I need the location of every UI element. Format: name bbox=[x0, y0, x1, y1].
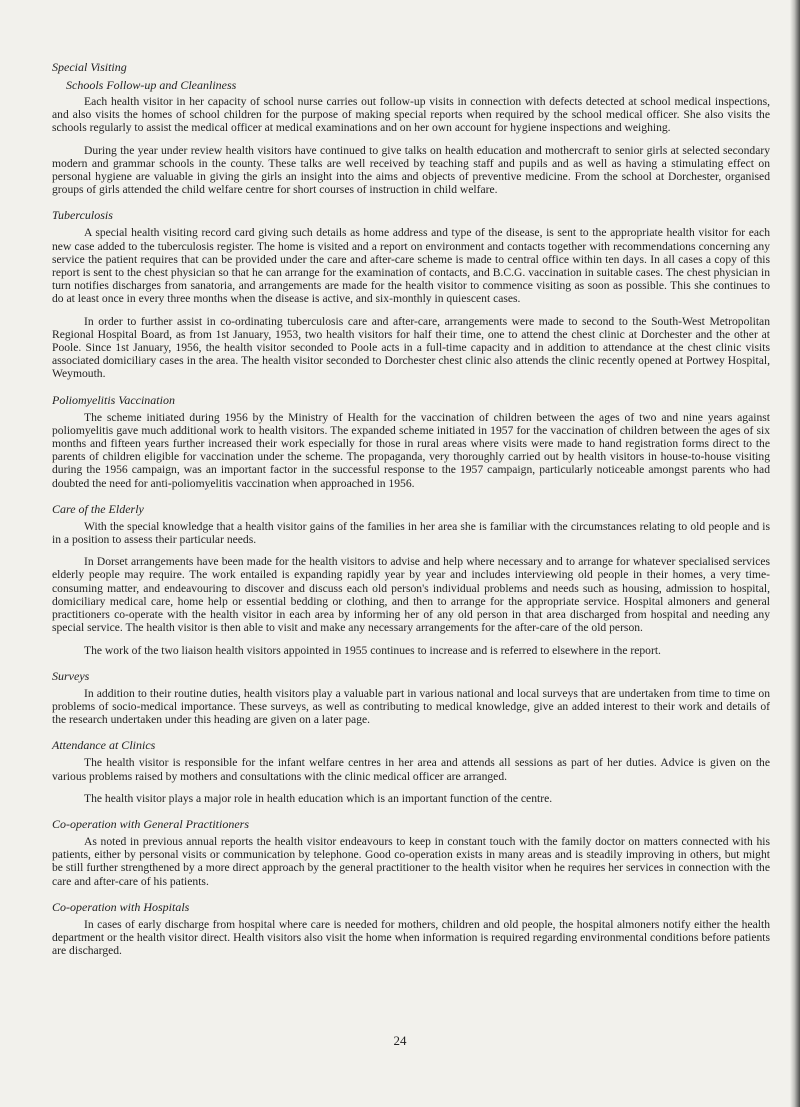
page-number: 24 bbox=[393, 1033, 407, 1048]
paragraph: In Dorset arrangements have been made for the health visitors to advise and help where necessary and to arrange for whatever specialised services elderly people may require. The work entailed is expanding rapidly year by year and includes interviewing old people in their homes, a very time-consuming matter, and endeavouring to discover and discuss each old person's individual problems and needs such as housing, admission to hospital, domiciliary medical care, home help or essential bedding or clothing, and then to arrange for the appropriate service. Hospital almoners and general practitioners co-operate with the health visitor in each area by informing her of any old person in that area discharged from hospital and needing any special service. The health visitor is then able to visit and make any necessary arrangements for the after-care of the old person. bbox=[52, 555, 770, 635]
section-heading: Tuberculosis bbox=[52, 208, 113, 223]
section-heading: Special Visiting bbox=[52, 60, 127, 74]
section-surveys bbox=[52, 669, 770, 727]
section-heading: Co-operation with General Practitioners bbox=[52, 816, 249, 831]
paragraph: The health visitor plays a major role in health education which is an important function of the centre. bbox=[84, 791, 553, 805]
paragraph: In cases of early discharge from hospital where care is needed for mothers, children and old people, the hospital almoners notify either the health department or the health visitor direct. Health visitors also visit the home when information is required regarding environmental conditions before patients are discharged. bbox=[52, 917, 770, 958]
section-heading: Poliomyelitis Vaccination bbox=[52, 392, 175, 407]
paragraph: With the special knowledge that a health visitor gains of the families in her area she is familiar with the circumstances relating to old people and is in a position to assess their particular needs. bbox=[52, 519, 770, 547]
paragraph: The work of the two liaison health visitors appointed in 1955 continues to increase and is referred to elsewhere in the report. bbox=[84, 643, 661, 657]
paragraph: A special health visiting record card giving such details as home address and type of the disease, is sent to the appropriate health visitor for each new case added to the tuberculosis register. The home is visited and a report on environment and contacts together with recommendations concerning any service the patient requires that can be provided under the care and after-care scheme is made to central office within ten days. In all cases a copy of this report is sent to the chest physician so that he can arrange for the examination of contacts, and B.C.G. vaccination in suitable cases. The chest physician in turn notifies discharges from sanatoria, and arrangements are made for the health visitor to commence visiting as soon as possible. This she continues to do at least once in every three months when the disease is active, and six-monthly in quiescent cases. bbox=[52, 226, 770, 306]
section-co-operation-hospitals bbox=[52, 900, 770, 958]
section-heading: Attendance at Clinics bbox=[52, 738, 156, 753]
section-care-of-the-elderly bbox=[52, 502, 770, 657]
paragraph: In order to further assist in co-ordinating tuberculosis care and after-care, arrangements were made to second to the South-West Metropolitan Regional Hospital Board, as from 1st January, 1953, two health visitors for half their time, one to attend the chest clinic at Dorchester and the other at Poole. Since 1st January, 1956, the health visitor seconded to Poole acts in a full-time capacity and in addition to attendance at the chest clinic visits associated domiciliary cases in the area. The health visitor seconded to Dorchester chest clinic also attends the clinic recently opened at Portwey Hospital, Weymouth. bbox=[52, 314, 770, 381]
section-heading: Surveys bbox=[52, 668, 90, 683]
section-co-operation-general-practitioners bbox=[52, 817, 770, 888]
paragraph: Each health visitor in her capacity of school nurse carries out follow-up visits in connection with defects detected at school medical inspections, and also visits the homes of school children for the purpose of making special reports when required by the school medical officer. She also visits the schools regularly to assist the medical officer at medical examinations and on her own account for hygiene inspections and weighing. bbox=[52, 95, 770, 135]
section-attendance-at-clinics bbox=[52, 738, 770, 805]
document-page bbox=[52, 60, 770, 966]
scan-edge-shadow bbox=[790, 0, 800, 1107]
paragraph: As noted in previous annual reports the health visitor endeavours to keep in constant touch with the family doctor on matters connected with his patients, either by personal visits or communication by telephone. Good co-operation exists in many areas and is steadily improving in others, but might be still further strengthened by a more direct approach by the general practitioner to the health visitor when he requires her services in connection with the care and after-care of his patients. bbox=[52, 834, 770, 888]
paragraph: During the year under review health visitors have continued to give talks on health education and mothercraft to senior girls at selected secondary modern and grammar schools in the county. These talks are well received by teaching staff and pupils and as well as having a stimulating effect on personal hygiene are valuable in giving the girls an insight into the aims and objects of preventive medicine. From the school at Dorchester, organised groups of girls attended the child welfare centre for short courses of instruction in child welfare. bbox=[52, 143, 770, 197]
paragraph: The scheme initiated during 1956 by the Ministry of Health for the vaccination of children between the ages of two and nine years against poliomyelitis gave much additional work to health visitors. The expanded scheme initiated in 1957 for the vaccination of children between the ages of six months and fifteen years further increased their work especially for those in rural areas where visits were made to hand registration forms direct to the parents of children eligible for vaccination under the scheme. The propaganda, very thoroughly carried out by health visitors in house-to-house visiting during the 1956 campaign, was an important factor in the successful response to the 1957 campaign, particularly noticeable amongst parents who had doubted the need for anti-poliomyelitis vaccination when approached in 1956. bbox=[52, 410, 770, 490]
paragraph: The health visitor is responsible for the infant welfare centres in her area and attends all sessions as part of her duties. Advice is given on the various problems raised by mothers and consultations with the clinic medical officer are arranged. bbox=[52, 756, 770, 783]
section-heading: Care of the Elderly bbox=[52, 501, 144, 516]
section-poliomyelitis-vaccination bbox=[52, 393, 770, 490]
paragraph: In addition to their routine duties, health visitors play a valuable part in various national and local surveys that are undertaken from time to time on problems of socio-medical importance. These surveys, as well as contributing to medical knowledge, give an added interest to their work and details of the research undertaken under this heading are given on a later page. bbox=[52, 686, 770, 727]
section-subheading: Schools Follow-up and Cleanliness bbox=[66, 78, 237, 92]
section-special-visiting bbox=[52, 60, 770, 196]
section-heading: Co-operation with Hospitals bbox=[52, 899, 190, 914]
section-tuberculosis bbox=[52, 208, 770, 380]
